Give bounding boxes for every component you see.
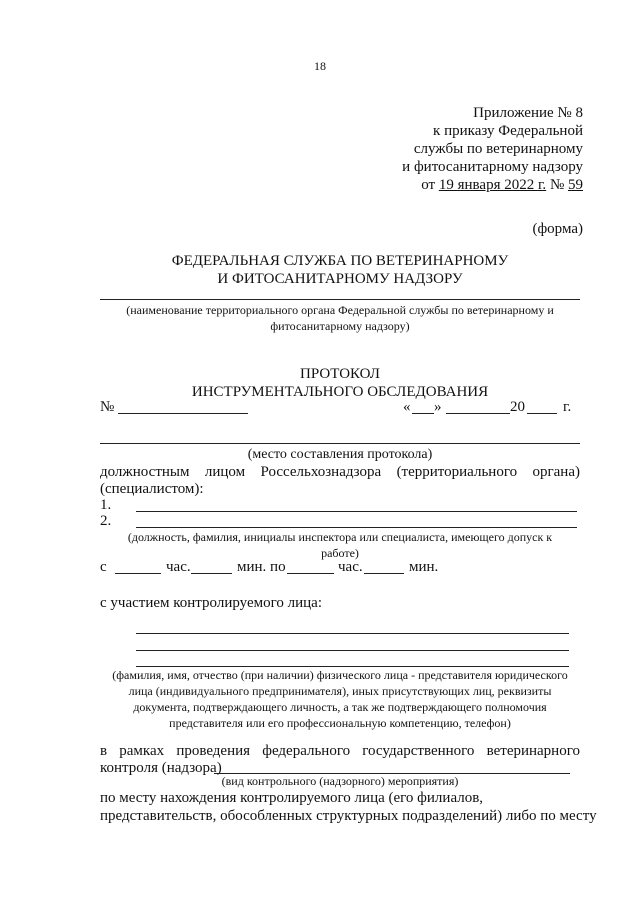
quote-open: « [403,399,411,415]
minute-label-2: мин. [409,559,439,575]
number-prefix: № [549,177,565,193]
minute-to-label: мин. по [237,559,286,575]
caption-line: (должность, фамилия, инициалы инспектора или специалиста, имеющего допуск к [127,530,553,544]
officials-word: Россельхознадзора [260,464,382,480]
framework-word: рамках [119,743,165,759]
official-item-1-number: 1. [100,497,112,513]
event-type-caption: (вид контрольного (надзорного) мероприятия) [221,774,459,788]
caption-line: (наименование территориального органа Федеральной службы по ветеринарному и [126,303,554,317]
appendix-line: и фитосанитарному надзору [402,159,583,175]
hour-to-field[interactable] [287,573,334,574]
framework-word: проведения [176,743,251,759]
place-caption: (место составления протокола) [247,447,433,462]
participant-line-2[interactable] [136,650,569,651]
framework-word: государственного [362,743,475,759]
agency-title [100,252,580,288]
framework-line [100,742,580,760]
order-date: 19 января 2022 г. [438,177,547,193]
officials-line2: (специалистом): [100,481,204,497]
officials-caption [100,529,580,561]
minute-from-field[interactable] [191,573,232,574]
framework-line2: контроля (надзора) [100,760,222,776]
officials-word: лицом [204,464,246,480]
official-item-1-field[interactable] [136,511,577,512]
territorial-caption [100,302,580,334]
caption-line: представителя или его профессиональную компетенцию, телефон) [169,716,511,730]
protocol-no-label: № [100,399,115,415]
place-field[interactable] [100,443,580,444]
agency-line: ФЕДЕРАЛЬНАЯ СЛУЖБА ПО ВЕТЕРИНАРНОМУ [171,253,509,269]
day-field[interactable] [412,413,434,414]
page-number: 18 [314,59,326,73]
territorial-name-line [100,299,580,300]
year-prefix: 20 [510,399,525,415]
minute-to-field[interactable] [364,573,404,574]
caption-line: документа, подтверждающего личность, а так же подтверждающего полномочия [133,700,547,714]
officials-word: должностным [100,464,190,480]
protocol-title [100,365,580,401]
date-prefix: от [421,177,436,193]
appendix-line: Приложение № 8 [473,105,583,121]
participation-label: с участием контролируемого лица: [100,595,323,611]
protocol-no-field[interactable] [118,413,248,414]
appendix-block [283,104,583,194]
month-field[interactable] [446,413,510,414]
caption-line: работе) [321,546,359,560]
participant-line-1[interactable] [136,633,569,634]
appendix-line: к приказу Федеральной [433,123,583,139]
hour-from-field[interactable] [115,573,161,574]
appendix-date-line [283,176,583,194]
caption-line: лица (индивидуального предпринимателя), иных присутствующих лиц, реквизиты [128,684,552,698]
caption-line: (фамилия, имя, отчество (при наличии) физического лица - представителя юридического [112,668,568,682]
officials-word: (территориального [396,464,518,480]
officials-line [100,463,580,481]
framework-line3: по месту нахождения контролируемого лица (его филиалов, [100,790,484,806]
framework-line4: представительств, обособленных структурных подразделений) либо по месту [100,808,597,824]
year-suffix: г. [563,399,572,415]
quote-close: » [434,399,442,415]
official-item-2-number: 2. [100,513,112,529]
person-caption [100,667,580,731]
hour-label-2: час. [338,559,363,575]
form-label: (форма) [532,221,583,237]
official-item-2-field[interactable] [136,527,577,528]
framework-word: ветеринарного [486,743,580,759]
year-field[interactable] [527,413,557,414]
appendix-line: службы по ветеринарному [413,141,583,157]
officials-word: органа) [532,464,580,480]
protocol-title-line: ПРОТОКОЛ [300,366,380,382]
agency-line: И ФИТОСАНИТАРНОМУ НАДЗОРУ [217,271,463,287]
time-from: с [100,559,107,575]
hour-label-1: час. [166,559,191,575]
framework-word: федерального [262,743,351,759]
caption-line: фитосанитарному надзору) [270,319,410,333]
framework-word: в [100,743,108,759]
protocol-title-line: ИНСТРУМЕНТАЛЬНОГО ОБСЛЕДОВАНИЯ [191,384,489,400]
order-number: 59 [568,177,583,193]
